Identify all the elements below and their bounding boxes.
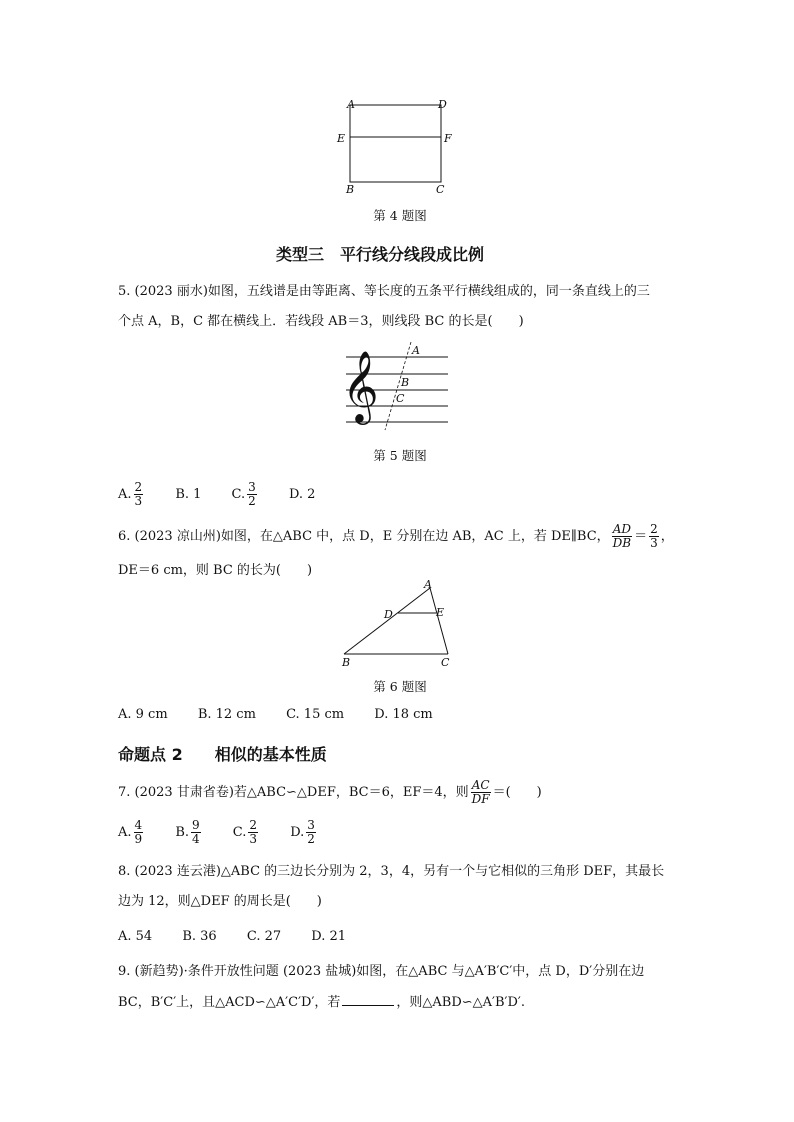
q6-line2: DE＝6 cm，则 BC 的长为( ) [118, 563, 313, 578]
fig4-label-b: B [346, 183, 355, 196]
fig6-label-b: B [342, 656, 351, 669]
fig5-label-a: A [412, 344, 420, 357]
q9-line1: 9. (新趋势)·条件开放性问题 (2023 盐城)如图，在△ABC 与△A′B′C′中，点 D，D′分别在边 [118, 964, 645, 979]
figure-4-rectangle [335, 96, 465, 198]
q6-options: A. 9 cm B. 12 cm C. 15 cm D. 18 cm [118, 707, 433, 722]
fig6-caption: 第 6 题图 [373, 679, 427, 694]
fig4-label-c: C [436, 183, 445, 196]
q7-options: A. $\frac{4}{9}$ B. $\frac{9}{4}$ C. $\frac{2}{3}$ D. $\frac{3}{2}$ [118, 818, 315, 846]
q5-options: A. $\frac{2}{3}$ B. 1 C. $\frac{3}{2}$ D. 2 [118, 480, 316, 508]
q8-line2: 边为 12，则△DEF 的周长是( ) [118, 894, 322, 909]
section3-title: 类型三 平行线分线段成比例 [276, 245, 485, 264]
figure-6-triangle [336, 580, 462, 670]
fig6-label-c: C [441, 656, 450, 669]
fig5-label-b: B [401, 376, 410, 389]
fig4-label-f: F [444, 132, 452, 145]
fig6-label-a: A [424, 580, 432, 591]
treble-clef-icon: 𝄞 [342, 349, 379, 422]
topic2-title: 命题点 2 相似的基本性质 [118, 745, 327, 764]
fig4-label-e: E [337, 132, 346, 145]
q8-line1: 8. (2023 连云港)△ABC 的三边长分别为 2，3，4，另有一个与它相似的三角形 DEF，其最长 [118, 864, 665, 879]
q5-line1: 5. (2023 丽水)如图，五线谱是由等距离、等长度的五条平行横线组成的，同一条直线上的三 [118, 284, 650, 299]
fig4-caption: 第 4 题图 [373, 208, 427, 223]
fig4-label-a: A [347, 98, 355, 111]
q8-options: A. 54 B. 36 C. 27 D. 21 [118, 929, 347, 944]
q7-line: 7. (2023 甘肃省卷)若△ABC∽△DEF，BC＝6，EF＝4，则 $\frac{AC}{DF}$ ＝( ) [118, 778, 542, 806]
fig4-label-d: D [438, 98, 447, 111]
q5-line2: 个点 A，B，C 都在横线上．若线段 AB＝3，则线段 BC 的长是( ) [118, 314, 524, 329]
fig6-label-e: E [436, 606, 445, 619]
fig5-caption: 第 5 题图 [373, 448, 427, 463]
q6-line1: 6. (2023 凉山州)如图，在△ABC 中，点 D，E 分别在边 AB，AC 上，若 DE∥BC， $\frac{AD}{DB}$ ＝ $\frac{2}{3}$ ， [118, 522, 674, 550]
q9-line2: BC，B′C′上，且△ACD∽△A′C′D′，若 ，则△ABD∽△A′B′D′. [118, 995, 526, 1010]
answer-blank[interactable] [342, 993, 394, 1006]
fig5-label-c: C [396, 392, 405, 405]
fig6-label-d: D [384, 608, 393, 621]
